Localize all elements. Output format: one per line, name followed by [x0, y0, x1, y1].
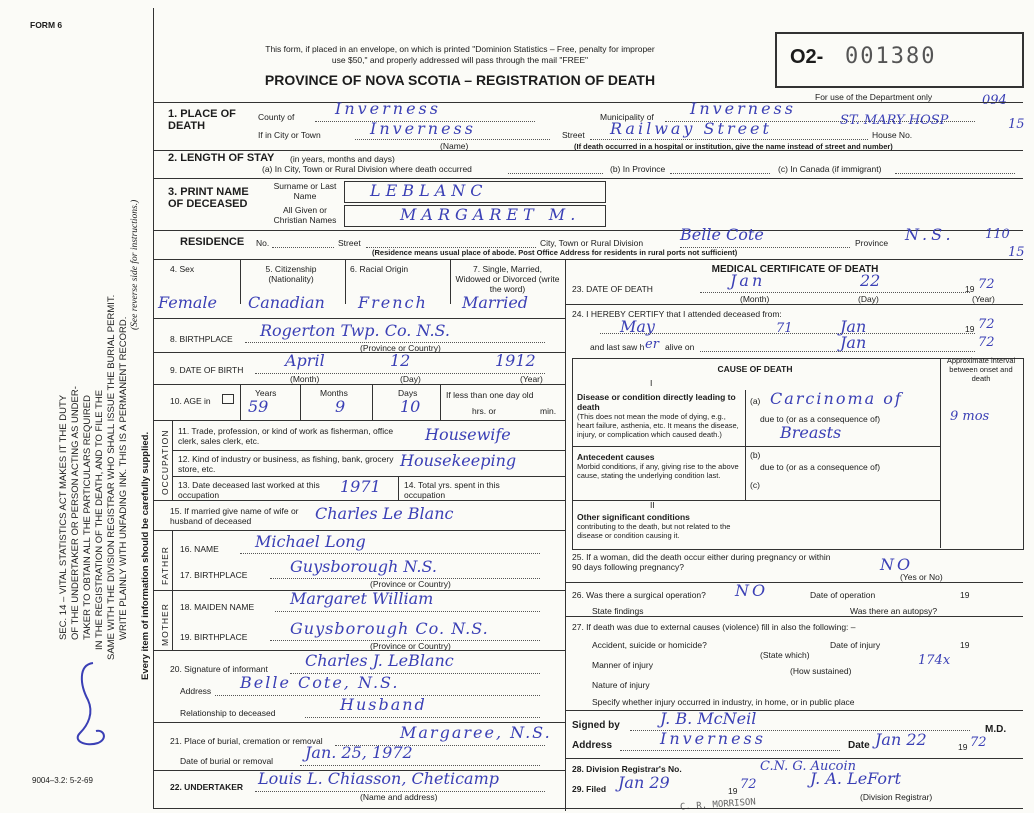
sex-label: 4. Sex — [170, 264, 195, 274]
cert-address-value[interactable]: Inverness — [660, 729, 766, 748]
registrar-signature: J. A. LeFort — [810, 769, 902, 788]
interval-heading: Approximate interval between onset and death — [946, 356, 1016, 383]
street-line — [590, 139, 868, 140]
mother-side-label: MOTHER — [160, 603, 170, 646]
occupation-a12[interactable]: Housekeeping — [400, 451, 517, 470]
death-year-label: (Year) — [972, 294, 995, 304]
code-174: 174x — [918, 653, 951, 668]
citizenship-value[interactable]: Canadian — [248, 293, 325, 312]
undertaker-value[interactable]: Louis L. Chiasson, Cheticamp — [258, 769, 499, 788]
filed-value[interactable]: Jan 29 — [618, 773, 670, 792]
rule-residence — [153, 230, 1023, 231]
antecedent-label: Antecedent causes — [577, 452, 655, 462]
frame-bottom — [153, 808, 1023, 809]
dob-label: 9. DATE OF BIRTH — [170, 365, 244, 375]
last-saw-label: and last saw h — [590, 342, 645, 352]
state-findings-label: State findings — [592, 606, 644, 616]
law-text-4: IN THE REGISTRATION OF THE DEATH, AND TO FILE THE — [94, 389, 105, 650]
doc-number: 001380 — [845, 44, 937, 69]
county-label: County of — [258, 112, 295, 122]
spouse-a15[interactable]: Charles Le Blanc — [315, 504, 454, 523]
rule-section-3 — [153, 178, 1023, 179]
county-value[interactable]: Inverness — [335, 99, 441, 118]
dob-month[interactable]: April — [285, 351, 325, 370]
relationship-label: Relationship to deceased — [180, 708, 276, 718]
cert-date-label: Date — [848, 740, 870, 751]
hospital-value[interactable]: ST. MARY HOSP — [840, 113, 949, 128]
a25-value[interactable]: NO — [880, 555, 914, 574]
dept-code-4: 15 — [1008, 245, 1025, 260]
state-which-label: (State which) — [760, 650, 810, 660]
handwritten-mark — [58, 655, 118, 755]
surname-value[interactable]: LEBLANC — [370, 181, 488, 200]
street-value[interactable]: Railway Street — [610, 119, 772, 138]
length-of-stay-label: 2. LENGTH OF STAY — [168, 152, 275, 164]
citizenship-divider — [345, 259, 346, 304]
mother-birthplace-sub: (Province or Country) — [370, 641, 451, 651]
relationship-value[interactable]: Husband — [340, 695, 427, 714]
given-label: All Given or Christian Names — [273, 205, 337, 225]
law-text-3: TAKER TO OBTAIN ALL THE PARTICULARS REQUIRED — [82, 395, 93, 640]
relationship-line — [305, 717, 540, 718]
medical-heading: MEDICAL CERTIFICATE OF DEATH — [711, 264, 879, 275]
nature-label: Nature of injury — [592, 680, 650, 690]
cause-b-label: (b) — [750, 450, 761, 460]
residence-no-label: No. — [256, 238, 270, 248]
dept-code-1: 094 — [982, 93, 1007, 108]
min-label: min. — [540, 406, 557, 416]
burial-date-line — [300, 765, 540, 766]
q28-label: 28. Division Registrar's No. — [572, 764, 682, 774]
how-sustained-label: (How sustained) — [790, 666, 852, 676]
page-title: PROVINCE OF NOVA SCOTIA – REGISTRATION OF DEATH — [264, 72, 656, 88]
citizenship-label: 5. Citizenship (Nationality) — [265, 264, 317, 284]
due-to-a: due to (or as a consequence of) — [760, 414, 881, 424]
death-day-label: (Day) — [858, 294, 879, 304]
cert-date-19: 19 — [958, 742, 968, 752]
occupation-q12: 12. Kind of industry or business, as fishing, bank, grocery store, etc. — [178, 454, 394, 474]
informant-sig-value[interactable]: Charles J. LeBlanc — [305, 651, 454, 670]
house-label: House No. — [872, 130, 913, 140]
age-div-3 — [372, 384, 373, 420]
see-reverse-note: (See reverse side for instructions.) — [130, 199, 140, 330]
date-injury-label: Date of injury — [830, 640, 881, 650]
cert-date-year[interactable]: 72 — [970, 735, 987, 750]
cause-label-divider — [745, 390, 746, 500]
residence-province-value[interactable]: N.S. — [905, 225, 955, 244]
stay-c: (c) In Canada (if immigrant) — [778, 164, 882, 174]
mother-maiden-label: 18. MAIDEN NAME — [180, 602, 255, 612]
age-div-2 — [300, 384, 301, 420]
law-text-6: WRITE PLAINLY WITH UNFADING INK. THIS IS A PERMANENT RECORD. — [118, 316, 129, 640]
residence-no-line — [272, 247, 334, 248]
due-to-b: due to (or as a consequence of) — [760, 462, 881, 472]
father-side-label: FATHER — [160, 546, 170, 585]
age-months[interactable]: 9 — [335, 397, 346, 416]
rule-q24 — [565, 304, 1023, 305]
dob-year-label: (Year) — [520, 374, 543, 384]
stay-b: (b) In Province — [610, 164, 666, 174]
days-label: Days — [398, 388, 418, 398]
rule-section-1 — [153, 102, 1023, 103]
age-label: 10. AGE in — [170, 396, 211, 406]
undertaker-label: 22. UNDERTAKER — [170, 782, 244, 792]
city-label: If in City or Town — [258, 130, 321, 140]
rule-section-2 — [153, 150, 1023, 151]
md-label: M.D. — [985, 724, 1007, 735]
specify-label: Specify whether injury occurred in industry, in home, or in public place — [592, 697, 855, 707]
racial-value[interactable]: French — [358, 293, 428, 312]
occupation-q13: 13. Date deceased last worked at this occupation — [178, 480, 320, 500]
rule-occupation — [153, 420, 565, 421]
street-label: Street — [562, 130, 585, 140]
law-text-5: SAME WITH THE DIVISION REGISTRAR WHO SHALL ISSUE THE BURIAL PERMIT. — [106, 294, 117, 660]
rule-father — [153, 530, 565, 531]
father-side-divider — [172, 530, 173, 590]
q23-line — [700, 292, 970, 293]
rule-q14 — [398, 476, 399, 500]
signed-label: Signed by — [572, 720, 620, 731]
given-value[interactable]: MARGARET M. — [400, 205, 581, 224]
last-saw-hw[interactable]: er — [645, 337, 659, 352]
residence-street-label: Street — [338, 238, 361, 248]
law-text-2: OF THE UNDERTAKER OR PERSON ACTING AS UNDER- — [70, 386, 81, 640]
cause-heading: CAUSE OF DEATH — [717, 364, 793, 374]
death-month[interactable]: Jan — [730, 271, 766, 290]
rule-birthplace — [153, 318, 565, 319]
deceased-name-label — [168, 186, 263, 210]
q24-line — [600, 333, 975, 334]
burial-date-value[interactable]: Jan. 25, 1972 — [305, 743, 413, 762]
residence-city-label: City, Town or Rural Division — [540, 238, 644, 248]
last-saw-line — [700, 351, 975, 352]
stay-a-line — [508, 173, 603, 174]
age-box — [222, 394, 234, 404]
filed-year[interactable]: 72 — [740, 777, 757, 792]
dept-code-2: 15 — [1008, 117, 1025, 132]
hrs-or-label: hrs. or — [472, 406, 497, 416]
occupation-side-divider — [172, 420, 173, 500]
cause-a-label: (a) — [750, 396, 761, 406]
place-of-death-text: 1. PLACE OF DEATH — [168, 108, 236, 132]
place-of-death-label — [168, 108, 248, 132]
age-years[interactable]: 59 — [248, 397, 269, 416]
print-code: 9004–3.2: 5-2-69 — [32, 776, 93, 785]
dob-day[interactable]: 12 — [390, 351, 411, 370]
to-year[interactable]: 72 — [978, 317, 995, 332]
accident-label: Accident, suicide or homicide? — [592, 640, 707, 650]
municipality-value[interactable]: Inverness — [690, 99, 796, 118]
q23-label: 23. DATE OF DEATH — [572, 284, 653, 294]
age-div-4 — [440, 384, 441, 420]
cause-interval-divider — [940, 358, 941, 548]
occupation-side-label: OCCUPATION — [160, 429, 170, 495]
city-name-label: (Name) — [440, 141, 469, 151]
to-year-prefix: 19 — [965, 324, 975, 334]
death-year[interactable]: 72 — [978, 277, 995, 292]
rule-q26 — [565, 582, 1023, 583]
form-number: FORM 6 — [30, 20, 63, 30]
rule-signature — [565, 710, 1023, 711]
dept-code-3: 110 — [985, 227, 1010, 242]
sex-divider — [240, 259, 241, 304]
other-note: contributing to the death, but not related to the disease or condition causing it. — [577, 522, 731, 540]
yes-no-label: (Yes or No) — [900, 572, 943, 582]
stay-c-line — [895, 173, 1015, 174]
last-saw-suffix: alive on — [665, 342, 695, 352]
stay-b-line — [670, 173, 770, 174]
antecedent-note: Morbid conditions, if any, giving rise to the above cause, stating the underlying condition last. — [577, 462, 739, 480]
to-month[interactable]: Jan — [840, 317, 867, 336]
from-year[interactable]: 71 — [776, 321, 793, 336]
age-days[interactable]: 10 — [400, 397, 421, 416]
morrison-stamp: C. R. MORRISON — [679, 797, 757, 813]
other-label: Other significant conditions — [577, 512, 690, 522]
rule-q27 — [565, 616, 1023, 617]
manner-label: Manner of injury — [592, 660, 653, 670]
father-name-value[interactable]: Michael Long — [255, 532, 366, 551]
occupation-q11: 11. Trade, profession, or kind of work as fisherman, office clerk, sales clerk, etc. — [178, 426, 394, 446]
header-notice-1: This form, if placed in an envelope, on which is printed "Dominion Statistics – Free, penalty for improper — [265, 44, 655, 54]
length-of-stay-sub: (in years, months and days) — [290, 154, 395, 164]
law-text-1: SEC. 14 – VITAL STATISTICS ACT MAKES IT THE DUTY — [58, 394, 69, 640]
q27-label: 27. If death was due to external causes (violence) fill in also the following: – — [572, 622, 856, 632]
birthplace-sub: (Province or Country) — [360, 343, 441, 353]
burial-place-value[interactable]: Margaree, N.S. — [400, 723, 552, 742]
municipality-label: Municipality of — [600, 112, 654, 122]
cert-address-line — [620, 750, 840, 751]
informant-sig-label: 20. Signature of informant — [170, 664, 268, 674]
dept-use-label: For use of the Department only — [815, 92, 933, 102]
rule-spouse — [153, 500, 565, 501]
registrar-no-value[interactable]: C.N. G. Aucoin — [760, 759, 857, 774]
death-year-prefix: 19 — [965, 284, 975, 294]
residence-label: RESIDENCE — [180, 236, 245, 248]
dob-month-label: (Month) — [290, 374, 320, 384]
rule-part-two — [572, 500, 940, 501]
last-month[interactable]: Jan — [840, 333, 867, 352]
surname-label: Surname or Last Name — [273, 181, 337, 201]
occupation-q14: 14. Total yrs. spent in this occupation — [404, 480, 500, 500]
interval-a[interactable]: 9 mos — [950, 409, 990, 424]
less-than-day-label: If less than one day old — [446, 390, 534, 400]
sex-value[interactable]: Female — [158, 293, 217, 312]
date-injury-19: 19 — [960, 640, 970, 650]
occupation-a11[interactable]: Housewife — [425, 425, 511, 444]
autopsy-label: Was there an autopsy? — [850, 606, 938, 616]
death-day[interactable]: 22 — [860, 271, 881, 290]
q25-label: 25. If a woman, did the death occur either during pregnancy or within 90 days following pregnancy? — [572, 552, 831, 572]
a26-value[interactable]: NO — [735, 581, 769, 600]
q29-label: 29. Filed — [572, 784, 607, 794]
rule-antecedent — [572, 446, 940, 447]
mother-maiden-value[interactable]: Margaret William — [290, 589, 434, 608]
last-year[interactable]: 72 — [978, 335, 995, 350]
cert-date-value[interactable]: Jan 22 — [875, 730, 927, 749]
filed-19: 19 — [728, 786, 738, 796]
cert-address-label: Address — [572, 740, 613, 751]
part-two: II — [650, 500, 655, 510]
from-month[interactable]: May — [620, 317, 655, 336]
years-label: Years — [255, 388, 277, 398]
date-op-19: 19 — [960, 590, 970, 600]
undertaker-sub: (Name and address) — [360, 792, 438, 802]
racial-divider — [450, 259, 451, 304]
birthplace-value[interactable]: Rogerton Twp. Co. N.S. — [260, 321, 451, 340]
mother-side-divider — [172, 590, 173, 650]
death-month-label: (Month) — [740, 294, 770, 304]
deceased-name-text: 3. PRINT NAME OF DECEASED — [168, 186, 249, 210]
every-item-note: Every item of information should be carefully supplied. — [140, 431, 151, 680]
city-value[interactable]: Inverness — [370, 119, 476, 138]
father-birthplace-label: 17. BIRTHPLACE — [180, 570, 248, 580]
father-name-line — [240, 553, 540, 554]
hospital-note: (If death occurred in a hospital or institution, give the name instead of street and number) — [574, 142, 893, 151]
mother-birthplace-label: 19. BIRTHPLACE — [180, 632, 248, 642]
signed-value[interactable]: J. B. McNeil — [660, 709, 757, 728]
date-op-label: Date of operation — [810, 590, 876, 600]
city-line — [355, 139, 550, 140]
rule-personal — [153, 259, 1023, 260]
father-name-label: 16. NAME — [180, 544, 219, 554]
father-birthplace-value[interactable]: Guysborough N.S. — [290, 557, 437, 576]
occupation-a13[interactable]: 1971 — [340, 477, 381, 496]
cause-a2-value[interactable]: Breasts — [780, 423, 842, 442]
q26-label: 26. Was there a surgical operation? — [572, 590, 706, 600]
marital-value[interactable]: Married — [462, 293, 529, 312]
father-birthplace-sub: (Province or Country) — [370, 579, 451, 589]
residence-province-label: Province — [855, 238, 889, 248]
part-one: I — [650, 378, 653, 388]
middle-divider — [565, 259, 566, 811]
racial-label: 6. Racial Origin — [350, 264, 409, 274]
rule-age — [153, 384, 565, 385]
informant-address-label: Address — [180, 686, 212, 696]
marital-label: 7. Single, Married, Widowed or Divorced (write the word) — [455, 264, 560, 294]
stay-a: (a) In City, Town or Rural Division where death occurred — [262, 164, 472, 174]
cause-c-label: (c) — [750, 480, 760, 490]
division-registrar-label: (Division Registrar) — [860, 792, 933, 802]
spouse-q15: 15. If married give name of wife or husband of deceased — [170, 506, 299, 526]
residence-note: (Residence means usual place of abode. Post Office Address for residents in rural ports not sufficient) — [372, 248, 738, 257]
mother-maiden-line — [275, 611, 540, 612]
header-notice-2: use $50," and properly addressed will pass through the mail "FREE" — [331, 55, 589, 65]
age-div-1 — [240, 384, 241, 420]
informant-address-value[interactable]: Belle Cote, N.S. — [240, 673, 400, 692]
mother-birthplace-value[interactable]: Guysborough Co. N.S. — [290, 619, 489, 638]
disease-note: (This does not mean the mode of dying, e.g., heart failure, asthenia, etc. It means the disease, injury, or complication which caused death.) — [577, 412, 739, 439]
doc-number-prefix: O2- — [790, 46, 824, 68]
months-label: Months — [320, 388, 348, 398]
q24-label: 24. I HEREBY CERTIFY that I attended deceased from: — [572, 309, 782, 319]
dob-year[interactable]: 1912 — [495, 351, 536, 370]
residence-city-value[interactable]: Belle Cote — [680, 225, 764, 244]
birthplace-label: 8. BIRTHPLACE — [170, 334, 233, 344]
disease-label: Disease or condition directly leading to death — [577, 392, 736, 412]
frame-left — [153, 8, 154, 808]
burial-date-label: Date of burial or removal — [180, 756, 274, 766]
dob-day-label: (Day) — [400, 374, 421, 384]
burial-place-label: 21. Place of burial, cremation or removal — [170, 736, 323, 746]
cause-a-value[interactable]: Carcinoma of — [770, 389, 903, 408]
